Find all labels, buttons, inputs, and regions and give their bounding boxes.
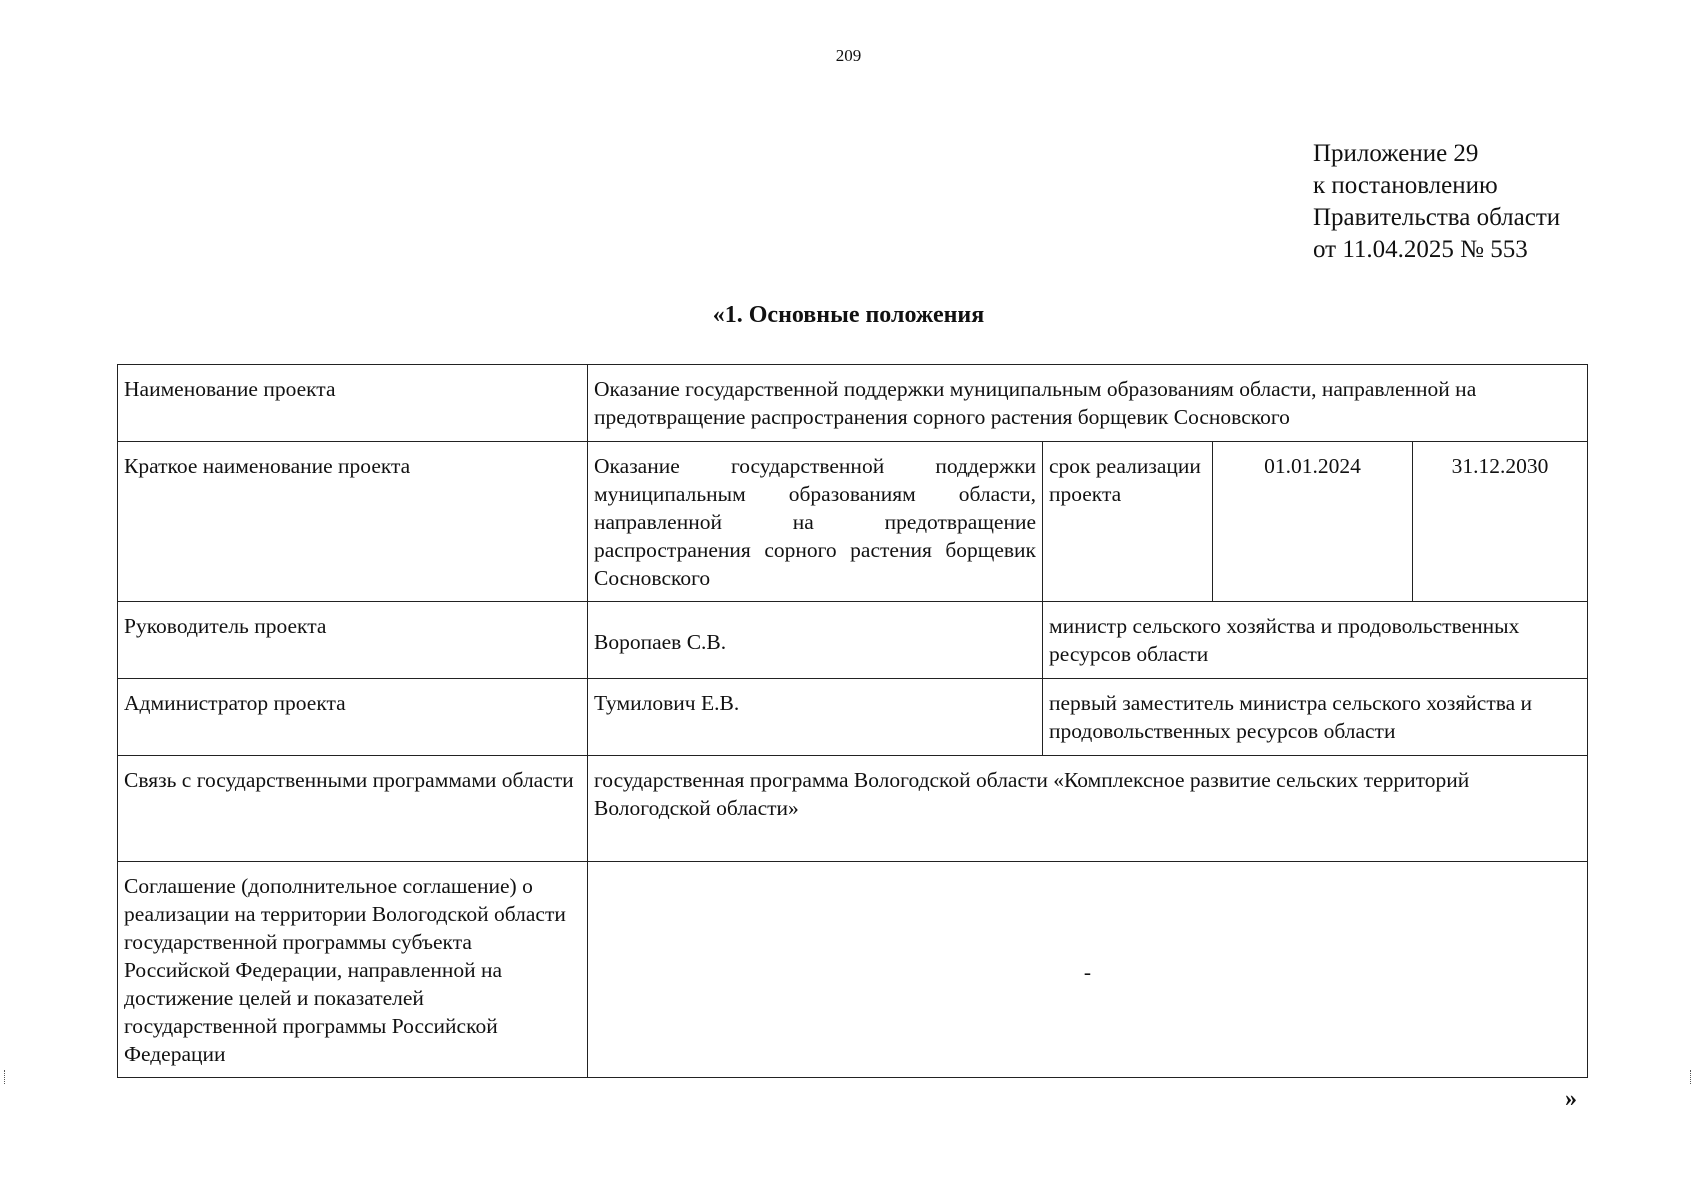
annex-line-2: к постановлению bbox=[1313, 172, 1498, 199]
table-row bbox=[118, 365, 1588, 442]
programs-value: государственная программа Вологодской области «Комплексное развитие сельских территорий Вологодской области» bbox=[588, 756, 1588, 862]
table-row bbox=[118, 602, 1588, 679]
head-name: Воропаев С.В. bbox=[588, 602, 1043, 679]
end-date: 31.12.2030 bbox=[1413, 442, 1588, 602]
project-name-label: Наименование проекта bbox=[118, 365, 588, 442]
term-label: срок реализации проекта bbox=[1043, 442, 1213, 602]
short-name-label: Краткое наименование проекта bbox=[118, 442, 588, 602]
closing-quote: » bbox=[1565, 1086, 1577, 1112]
head-position: министр сельского хозяйства и продовольственных ресурсов области bbox=[1043, 602, 1588, 679]
head-label: Руководитель проекта bbox=[118, 602, 588, 679]
table-row bbox=[118, 756, 1588, 862]
table-row bbox=[118, 862, 1588, 1078]
section-title: «1. Основные положения bbox=[712, 302, 985, 328]
admin-position: первый заместитель министра сельского хозяйства и продовольственных ресурсов области bbox=[1043, 679, 1588, 756]
short-name-value: Оказание государственной поддержки муниципальным образованиям области, направленной на предотвращение распространения сорного растения борщевик Сосновского bbox=[588, 442, 1043, 602]
table-row bbox=[118, 442, 1588, 602]
project-table bbox=[117, 364, 1588, 1078]
page-number: 209 bbox=[835, 46, 862, 65]
scan-edge-mark-left bbox=[4, 1070, 7, 1084]
annex-header bbox=[1313, 138, 1560, 266]
annex-line-3: Правительства области bbox=[1313, 204, 1561, 231]
annex-line-1: Приложение 29 bbox=[1313, 140, 1479, 167]
table-row bbox=[118, 679, 1588, 756]
agreement-value: - bbox=[588, 862, 1588, 1078]
project-name-value: Оказание государственной поддержки муниципальным образованиям области, направленной на предотвращение распространения сорного растения борщевик Сосновского bbox=[588, 365, 1588, 442]
admin-label: Администратор проекта bbox=[118, 679, 588, 756]
scan-edge-mark-right bbox=[1690, 1070, 1693, 1084]
annex-line-4: от 11.04.2025 № 553 bbox=[1313, 236, 1528, 263]
start-date: 01.01.2024 bbox=[1213, 442, 1413, 602]
admin-name: Тумилович Е.В. bbox=[588, 679, 1043, 756]
agreement-label: Соглашение (дополнительное соглашение) о реализации на территории Вологодской области государственной программы субъекта Российской Федерации, направленной на достижение целей и показателей государственной программы Российской Федерации bbox=[118, 862, 588, 1078]
programs-label: Связь с государственными программами области bbox=[118, 756, 588, 862]
